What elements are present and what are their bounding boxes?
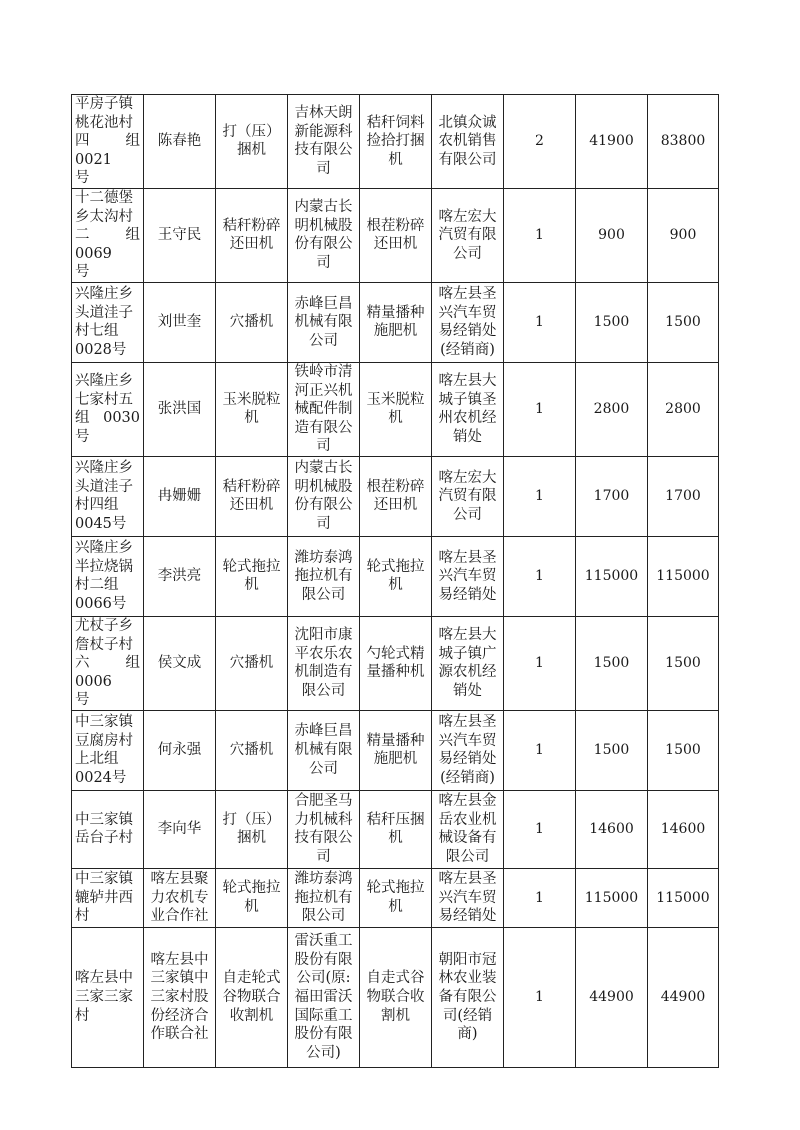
unit-subsidy-cell: 1500: [576, 710, 648, 790]
total-subsidy-cell: 1500: [648, 282, 719, 362]
quantity-cell: 1: [504, 710, 576, 790]
owner-cell: 王守民: [144, 188, 216, 282]
total-subsidy-cell: 115000: [648, 868, 719, 927]
unit-subsidy-cell: 1500: [576, 616, 648, 710]
unit-subsidy-cell: 115000: [576, 868, 648, 927]
machine-type-cell: 秸秆粉碎 还田机: [216, 188, 288, 282]
owner-cell: 喀左县中 三家镇中 三家村股 份经济合 作联合社: [144, 927, 216, 1067]
model-cell: 自走式谷 物联合收 割机: [360, 927, 432, 1067]
table-row: [72, 362, 719, 456]
table-row: [72, 282, 719, 362]
town-cell: 兴隆庄乡 头道洼子 村七组 0028号: [72, 282, 144, 362]
model-cell: 根茬粉碎 还田机: [360, 456, 432, 536]
dealer-cell: 喀左县大 城子镇圣 州农机经 销处: [432, 362, 504, 456]
total-subsidy-cell: 44900: [648, 927, 719, 1067]
town-cell: 中三家镇 岳台子村: [72, 790, 144, 868]
model-cell: 轮式拖拉 机: [360, 868, 432, 927]
unit-subsidy-cell: 44900: [576, 927, 648, 1067]
quantity-cell: 1: [504, 536, 576, 616]
quantity-cell: 1: [504, 927, 576, 1067]
table-row: [72, 456, 719, 536]
unit-subsidy-cell: 1700: [576, 456, 648, 536]
quantity-cell: 1: [504, 790, 576, 868]
manufacturer-cell: 吉林天朗 新能源科 技有限公 司: [288, 95, 360, 189]
dealer-cell: 喀左县大 城子镇广 源农机经 销处: [432, 616, 504, 710]
owner-cell: 何永强: [144, 710, 216, 790]
unit-subsidy-cell: 2800: [576, 362, 648, 456]
model-cell: 秸秆压捆 机: [360, 790, 432, 868]
town-cell: 兴隆庄乡 头道洼子 村四组 0045号: [72, 456, 144, 536]
quantity-cell: 2: [504, 95, 576, 189]
dealer-cell: 喀左宏大 汽贸有限 公司: [432, 188, 504, 282]
town-cell: 中三家镇 豆腐房村 上北组 0024号: [72, 710, 144, 790]
owner-cell: 陈春艳: [144, 95, 216, 189]
manufacturer-cell: 铁岭市清 河正兴机 械配件制 造有限公 司: [288, 362, 360, 456]
model-cell: 勺轮式精 量播种机: [360, 616, 432, 710]
table-row: [72, 927, 719, 1067]
manufacturer-cell: 沈阳市康 平农乐农 机制造有 限公司: [288, 616, 360, 710]
dealer-cell: 喀左宏大 汽贸有限 公司: [432, 456, 504, 536]
dealer-cell: 喀左县圣 兴汽车贸 易经销处 (经销商): [432, 710, 504, 790]
machine-type-cell: 打（压） 捆机: [216, 790, 288, 868]
manufacturer-cell: 潍坊泰鸿 拖拉机有 限公司: [288, 868, 360, 927]
total-subsidy-cell: 1500: [648, 710, 719, 790]
quantity-cell: 1: [504, 188, 576, 282]
machine-type-cell: 穴播机: [216, 282, 288, 362]
model-cell: 玉米脱粒 机: [360, 362, 432, 456]
machine-type-cell: 轮式拖拉 机: [216, 536, 288, 616]
dealer-cell: 北镇众诚 农机销售 有限公司: [432, 95, 504, 189]
table-row: [72, 616, 719, 710]
quantity-cell: 1: [504, 362, 576, 456]
table-row: [72, 188, 719, 282]
manufacturer-cell: 内蒙古长 明机械股 份有限公 司: [288, 188, 360, 282]
total-subsidy-cell: 900: [648, 188, 719, 282]
owner-cell: 张洪国: [144, 362, 216, 456]
unit-subsidy-cell: 1500: [576, 282, 648, 362]
total-subsidy-cell: 83800: [648, 95, 719, 189]
machine-type-cell: 轮式拖拉 机: [216, 868, 288, 927]
town-cell: 喀左县中 三家三家 村: [72, 927, 144, 1067]
table-row: [72, 536, 719, 616]
total-subsidy-cell: 14600: [648, 790, 719, 868]
owner-cell: 冉姗姗: [144, 456, 216, 536]
owner-cell: 喀左县聚 力农机专 业合作社: [144, 868, 216, 927]
subsidy-table: [71, 94, 719, 1068]
owner-cell: 李向华: [144, 790, 216, 868]
town-cell: 中三家镇 辘轳井西 村: [72, 868, 144, 927]
owner-cell: 侯文成: [144, 616, 216, 710]
quantity-cell: 1: [504, 868, 576, 927]
total-subsidy-cell: 115000: [648, 536, 719, 616]
table-row: [72, 868, 719, 927]
dealer-cell: 喀左县金 岳农业机 械设备有 限公司: [432, 790, 504, 868]
town-cell: 兴隆庄乡 半拉烧锅 村二组 0066号: [72, 536, 144, 616]
manufacturer-cell: 潍坊泰鸿 拖拉机有 限公司: [288, 536, 360, 616]
table-row: [72, 790, 719, 868]
owner-cell: 李洪亮: [144, 536, 216, 616]
town-cell: 平房子镇 桃花池村 四组0021 号: [72, 95, 144, 189]
total-subsidy-cell: 1500: [648, 616, 719, 710]
unit-subsidy-cell: 14600: [576, 790, 648, 868]
manufacturer-cell: 合肥圣马 力机械科 技有限公 司: [288, 790, 360, 868]
quantity-cell: 1: [504, 456, 576, 536]
table-row: [72, 710, 719, 790]
town-cell: 兴隆庄乡 七家村五 组0030号: [72, 362, 144, 456]
machine-type-cell: 玉米脱粒 机: [216, 362, 288, 456]
model-cell: 精量播种 施肥机: [360, 710, 432, 790]
unit-subsidy-cell: 115000: [576, 536, 648, 616]
manufacturer-cell: 雷沃重工 股份有限 公司(原: 福田雷沃 国际重工 股份有限 公司): [288, 927, 360, 1067]
table-row: [72, 95, 719, 189]
model-cell: 秸秆饲料 捡拾打捆 机: [360, 95, 432, 189]
model-cell: 轮式拖拉 机: [360, 536, 432, 616]
manufacturer-cell: 赤峰巨昌 机械有限 公司: [288, 282, 360, 362]
machine-type-cell: 穴播机: [216, 616, 288, 710]
town-cell: 十二德堡 乡太沟村 二组0069 号: [72, 188, 144, 282]
unit-subsidy-cell: 41900: [576, 95, 648, 189]
total-subsidy-cell: 2800: [648, 362, 719, 456]
machine-type-cell: 自走轮式 谷物联合 收割机: [216, 927, 288, 1067]
manufacturer-cell: 内蒙古长 明机械股 份有限公 司: [288, 456, 360, 536]
dealer-cell: 喀左县圣 兴汽车贸 易经销处: [432, 868, 504, 927]
total-subsidy-cell: 1700: [648, 456, 719, 536]
dealer-cell: 喀左县圣 兴汽车贸 易经销处: [432, 536, 504, 616]
dealer-cell: 朝阳市冠 林农业装 备有限公 司(经销 商): [432, 927, 504, 1067]
manufacturer-cell: 赤峰巨昌 机械有限 公司: [288, 710, 360, 790]
machine-type-cell: 打（压） 捆机: [216, 95, 288, 189]
model-cell: 根茬粉碎 还田机: [360, 188, 432, 282]
model-cell: 精量播种 施肥机: [360, 282, 432, 362]
table-body: [72, 95, 719, 1068]
dealer-cell: 喀左县圣 兴汽车贸 易经销处 (经销商): [432, 282, 504, 362]
unit-subsidy-cell: 900: [576, 188, 648, 282]
quantity-cell: 1: [504, 282, 576, 362]
owner-cell: 刘世奎: [144, 282, 216, 362]
quantity-cell: 1: [504, 616, 576, 710]
town-cell: 尤杖子乡 詹杖子村 六组0006 号: [72, 616, 144, 710]
machine-type-cell: 穴播机: [216, 710, 288, 790]
machine-type-cell: 秸秆粉碎 还田机: [216, 456, 288, 536]
